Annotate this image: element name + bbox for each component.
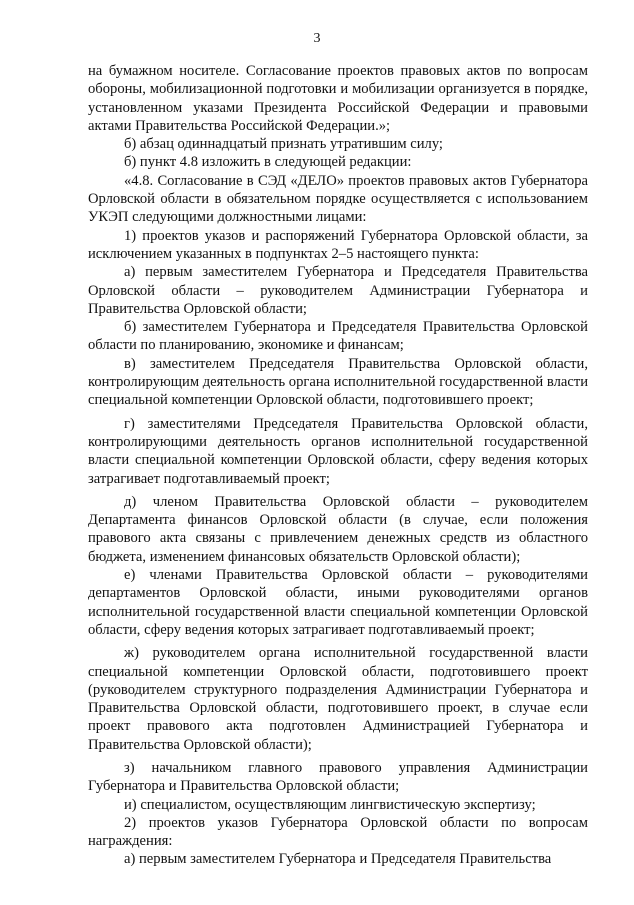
paragraph: 1) проектов указов и распоряжений Губернатора Орловской области, за исключением указанных в подпунктах 2–5 настоящего пункта: — [88, 227, 588, 262]
paragraph: д) членом Правительства Орловской области – руководителем Департамента финансов Орловской области (в случае, если положения правового акта связаны с привлечением денежных средств из областного бюджета, изменением финансовых обязательств Орловской области); — [88, 493, 588, 565]
paragraph: е) членами Правительства Орловской области – руководителями департаментов Орловской области, иными руководителями органов исполнительной государственной власти специальной компетенции Орловской области, сферу ведения которых затрагивает подготавливаемый проект; — [88, 567, 588, 638]
paragraph: б) заместителем Губернатора и Председателя Правительства Орловской области по планированию, экономике и финансам; — [88, 319, 588, 354]
page-number: 3 — [313, 31, 321, 46]
paragraph: в) заместителем Председателя Правительства Орловской области, контролирующим деятельность органа исполнительной государственной власти специальной компетенции Орловской области, подготовившего проект; — [88, 355, 589, 409]
paragraph: г) заместителями Председателя Правительства Орловской области, контролирующими деятельность органов исполнительной государственной власти специальной компетенции Орловской области, сферу ведения которых затрагивает подготавливаемый проект; — [88, 415, 588, 487]
paragraph: и) специалистом, осуществляющим лингвистическую экспертизу; — [124, 796, 536, 813]
paragraph: 2) проектов указов Губернатора Орловской области по вопросам награждения: — [88, 814, 588, 850]
paragraph: б) абзац одиннадцатый признать утратившим силу; — [124, 136, 443, 153]
paragraph: а) первым заместителем Губернатора и Председателя Правительства — [124, 851, 552, 868]
paragraph: «4.8. Согласование в СЭД «ДЕЛО» проектов правовых актов Губернатора Орловской области в обязательном порядке осуществляется с использованием УКЭП следующими должностными лицами: — [88, 172, 588, 226]
document-body — [88, 62, 588, 869]
paragraph: на бумажном носителе. Согласование проектов правовых актов по вопросам обороны, мобилизационной подготовки и мобилизации организуется в порядке, установленном указами Президента Российской Федерации и правовыми актами Правительства Российской Федерации.»; — [88, 63, 588, 134]
paragraph: з) начальником главного правового управления Администрации Губернатора и Правительства Орловской области; — [88, 759, 588, 795]
paragraph: б) пункт 4.8 изложить в следующей редакции: — [124, 154, 412, 171]
paragraph: ж) руководителем органа исполнительной государственной власти специальной компетенции Орловской области, подготовившего проект (руководителем структурного подразделения Администрации Губернатора и Правительства Орловской области, подготовившего проект, в случае если проект правового акта подготовлен Администрацией Губернатора и Правительства Орловской области); — [88, 645, 588, 753]
paragraph: а) первым заместителем Губернатора и Председателя Правительства Орловской области – руководителем Администрации Губернатора и Правительства Орловской области; — [88, 264, 588, 317]
